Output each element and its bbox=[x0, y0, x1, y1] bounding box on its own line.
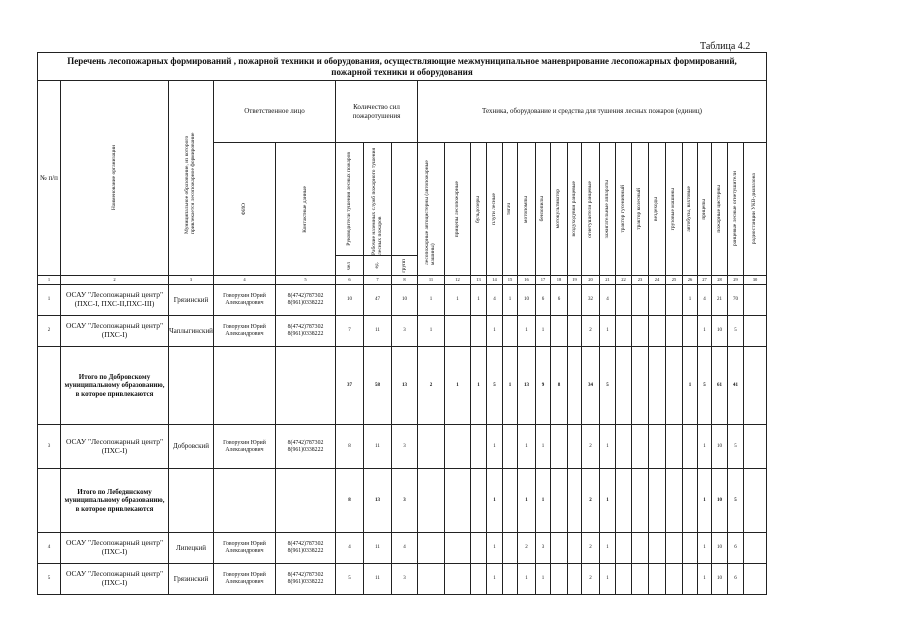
column-number: 15 bbox=[503, 276, 518, 285]
value-cell bbox=[666, 316, 683, 347]
column-number: 8 bbox=[392, 276, 418, 285]
value-cell bbox=[616, 347, 632, 425]
value-cell bbox=[551, 564, 568, 595]
header-tech-col: автобусы, вахтовые bbox=[686, 186, 693, 232]
header-forces: Количество сил пожаротушения bbox=[336, 81, 418, 143]
header-tech-col: грузовые машины bbox=[670, 187, 677, 231]
header-tech-col: пожарные цистерны bbox=[715, 185, 722, 233]
column-number: 4 bbox=[214, 276, 276, 285]
table-row bbox=[38, 316, 767, 347]
value-cell: 1 bbox=[698, 316, 712, 347]
value-cell bbox=[649, 285, 666, 316]
value-cell: 2 bbox=[582, 564, 600, 595]
table-title: Перечень лесопожарных формирований , пожарной техники и оборудования, осуществляющие межмуниципальное маневрирование лесопожарных формирований, пожарной техники и оборудования bbox=[38, 53, 767, 81]
empty-cell bbox=[169, 347, 214, 425]
empty-cell bbox=[744, 425, 767, 469]
value-cell: 5 bbox=[728, 469, 744, 533]
total-label: Итого по Добровскому муниципальному образованию, в которое привлекаются bbox=[61, 347, 169, 425]
value-cell: 6 bbox=[728, 564, 744, 595]
empty-cell bbox=[214, 347, 276, 425]
org-name: ОСАУ "Лесопожарный центр" (ПХС-I) bbox=[61, 316, 169, 347]
value-cell bbox=[568, 564, 582, 595]
table-row bbox=[38, 425, 767, 469]
value-cell bbox=[503, 469, 518, 533]
value-cell: 1 bbox=[518, 469, 536, 533]
value-cell bbox=[471, 533, 487, 564]
value-cell bbox=[551, 533, 568, 564]
column-number: 19 bbox=[568, 276, 582, 285]
value-cell: 4 bbox=[698, 285, 712, 316]
value-cell bbox=[666, 564, 683, 595]
header-tech-col: зажигательные аппараты bbox=[603, 179, 610, 239]
value-cell: 8 bbox=[551, 347, 568, 425]
value-cell: 1 bbox=[471, 285, 487, 316]
value-cell bbox=[616, 469, 632, 533]
value-cell: 10 bbox=[518, 285, 536, 316]
column-number: 27 bbox=[698, 276, 712, 285]
column-number: 13 bbox=[471, 276, 487, 285]
row-number: 5 bbox=[38, 564, 61, 595]
value-cell: 1 bbox=[536, 564, 551, 595]
value-cell bbox=[616, 533, 632, 564]
value-cell: 13 bbox=[392, 347, 418, 425]
value-cell: 1 bbox=[487, 316, 503, 347]
header-tech-col: трактор колесный bbox=[636, 188, 643, 230]
value-cell: 10 bbox=[712, 469, 728, 533]
value-cell: 1 bbox=[683, 347, 698, 425]
header-tech-col: ранцевые лесные огнетушители bbox=[731, 171, 738, 247]
value-cell bbox=[666, 469, 683, 533]
value-cell: 61 bbox=[712, 347, 728, 425]
column-number: 12 bbox=[445, 276, 471, 285]
value-cell: 13 bbox=[518, 347, 536, 425]
value-cell: 1 bbox=[600, 533, 616, 564]
value-cell bbox=[649, 425, 666, 469]
value-cell bbox=[568, 533, 582, 564]
value-cell bbox=[568, 285, 582, 316]
value-cell bbox=[632, 285, 649, 316]
org-name: ОСАУ "Лесопожарный центр" (ПХС-I) bbox=[61, 533, 169, 564]
value-cell: 10 bbox=[712, 533, 728, 564]
value-cell bbox=[666, 285, 683, 316]
unit-gr: групп bbox=[401, 258, 408, 273]
column-number: 11 bbox=[418, 276, 445, 285]
value-cell: 3 bbox=[392, 316, 418, 347]
header-tech-col: прицепы bbox=[700, 198, 707, 220]
value-cell: 1 bbox=[698, 533, 712, 564]
empty-cell bbox=[744, 285, 767, 316]
value-cell: 1 bbox=[536, 469, 551, 533]
value-cell: 3 bbox=[536, 533, 551, 564]
value-cell: 8 bbox=[336, 425, 364, 469]
header-tech-col: лесопожарные автоцистерны (автопожарные машины) bbox=[424, 160, 436, 265]
value-cell: 1 bbox=[600, 564, 616, 595]
value-cell bbox=[683, 469, 698, 533]
value-cell bbox=[445, 564, 471, 595]
value-cell: 2 bbox=[518, 533, 536, 564]
value-cell: 5 bbox=[487, 347, 503, 425]
value-cell: 1 bbox=[698, 564, 712, 595]
column-number: 23 bbox=[632, 276, 649, 285]
value-cell: 10 bbox=[336, 285, 364, 316]
empty-cell bbox=[169, 469, 214, 533]
value-cell: 6 bbox=[728, 533, 744, 564]
empty-cell bbox=[214, 469, 276, 533]
value-cell: 5 bbox=[336, 564, 364, 595]
column-number: 14 bbox=[487, 276, 503, 285]
row-number: 4 bbox=[38, 533, 61, 564]
value-cell: 70 bbox=[728, 285, 744, 316]
value-cell: 6 bbox=[551, 285, 568, 316]
value-cell bbox=[445, 469, 471, 533]
value-cell: 5 bbox=[728, 316, 744, 347]
value-cell: 34 bbox=[582, 347, 600, 425]
header-tech-col: бензопилы bbox=[539, 196, 546, 222]
header-tech-col: мотопомпы bbox=[522, 195, 529, 223]
header-tech-col: трактор гусеничный bbox=[619, 185, 626, 233]
value-cell: 1 bbox=[471, 347, 487, 425]
value-cell bbox=[666, 347, 683, 425]
value-cell: 2 bbox=[582, 533, 600, 564]
header-tech-col: вездеходы bbox=[653, 197, 660, 221]
value-cell bbox=[649, 533, 666, 564]
column-number: 24 bbox=[649, 276, 666, 285]
value-cell: 4 bbox=[392, 533, 418, 564]
column-number: 5 bbox=[276, 276, 336, 285]
value-cell bbox=[616, 425, 632, 469]
header-tech-col: огнетушители ранцевые bbox=[586, 180, 593, 238]
value-cell: 1 bbox=[518, 564, 536, 595]
value-cell bbox=[418, 533, 445, 564]
value-cell: 11 bbox=[364, 533, 392, 564]
value-cell: 1 bbox=[487, 533, 503, 564]
value-cell bbox=[471, 316, 487, 347]
value-cell: 8 bbox=[336, 469, 364, 533]
column-number: 1 bbox=[38, 276, 61, 285]
empty-cell bbox=[276, 469, 336, 533]
value-cell: 1 bbox=[487, 469, 503, 533]
total-label: Итого по Лебедянскому муниципальному образованию, в которое привлекаются bbox=[61, 469, 169, 533]
value-cell: 10 bbox=[712, 564, 728, 595]
header-tech-col: мотокультиватор bbox=[555, 189, 562, 229]
column-number: 18 bbox=[551, 276, 568, 285]
value-cell: 1 bbox=[503, 347, 518, 425]
value-cell: 1 bbox=[536, 316, 551, 347]
value-cell: 1 bbox=[445, 347, 471, 425]
column-number: 2 bbox=[61, 276, 169, 285]
empty-cell bbox=[38, 469, 61, 533]
value-cell bbox=[503, 533, 518, 564]
header-org: Наименование организации bbox=[110, 145, 117, 211]
value-cell bbox=[632, 425, 649, 469]
value-cell bbox=[632, 564, 649, 595]
value-cell: 2 bbox=[582, 469, 600, 533]
value-cell: 37 bbox=[336, 347, 364, 425]
municipality: Чаплыгинский bbox=[169, 316, 214, 347]
row-number: 1 bbox=[38, 285, 61, 316]
value-cell: 1 bbox=[518, 316, 536, 347]
header-tech-col: прицепы лесопожарные bbox=[453, 180, 460, 238]
value-cell bbox=[551, 425, 568, 469]
value-cell bbox=[683, 564, 698, 595]
header-tech-col: воздуходувки ранцевые bbox=[570, 181, 577, 237]
table-row bbox=[38, 285, 767, 316]
value-cell: 21 bbox=[712, 285, 728, 316]
value-cell: 1 bbox=[487, 564, 503, 595]
contacts: 8(4742)787302 8(961)0338222 bbox=[276, 316, 336, 347]
value-cell: 1 bbox=[600, 425, 616, 469]
column-number: 7 bbox=[364, 276, 392, 285]
header-tech-col: плуги лесные bbox=[490, 193, 497, 225]
municipality: Грязинский bbox=[169, 564, 214, 595]
value-cell bbox=[666, 425, 683, 469]
value-cell: 2 bbox=[418, 347, 445, 425]
row-number: 2 bbox=[38, 316, 61, 347]
value-cell: 1 bbox=[503, 285, 518, 316]
value-cell: 3 bbox=[392, 425, 418, 469]
value-cell bbox=[471, 425, 487, 469]
municipality: Грязинский bbox=[169, 285, 214, 316]
responsible-fio: Говорухин Юрий Александрович bbox=[214, 533, 276, 564]
value-cell: 10 bbox=[712, 425, 728, 469]
column-number: 3 bbox=[169, 276, 214, 285]
total-row bbox=[38, 469, 767, 533]
value-cell: 5 bbox=[728, 425, 744, 469]
value-cell: 1 bbox=[445, 285, 471, 316]
value-cell: 41 bbox=[728, 347, 744, 425]
value-cell bbox=[616, 564, 632, 595]
value-cell: 7 bbox=[336, 316, 364, 347]
value-cell: 1 bbox=[698, 469, 712, 533]
column-number: 20 bbox=[582, 276, 600, 285]
value-cell bbox=[503, 425, 518, 469]
value-cell: 2 bbox=[582, 425, 600, 469]
value-cell bbox=[418, 425, 445, 469]
responsible-fio: Говорухин Юрий Александрович bbox=[214, 425, 276, 469]
value-cell bbox=[632, 347, 649, 425]
column-number: 26 bbox=[683, 276, 698, 285]
header-tech-col: бульдозеры bbox=[474, 195, 481, 223]
value-cell: 32 bbox=[582, 285, 600, 316]
value-cell bbox=[471, 469, 487, 533]
data-table bbox=[37, 52, 767, 595]
header-num: № п/п bbox=[38, 81, 61, 276]
value-cell bbox=[568, 469, 582, 533]
column-number: 29 bbox=[728, 276, 744, 285]
value-cell bbox=[418, 564, 445, 595]
org-name: ОСАУ "Лесопожарный центр" (ПХС-I, ПХС-II,ПХС-III) bbox=[61, 285, 169, 316]
municipality: Липецкий bbox=[169, 533, 214, 564]
empty-cell bbox=[276, 347, 336, 425]
value-cell bbox=[632, 533, 649, 564]
value-cell: 5 bbox=[600, 347, 616, 425]
value-cell: 1 bbox=[487, 425, 503, 469]
unit-ed: ед. bbox=[374, 262, 381, 269]
value-cell: 11 bbox=[364, 316, 392, 347]
value-cell bbox=[551, 316, 568, 347]
value-cell bbox=[616, 316, 632, 347]
value-cell bbox=[649, 316, 666, 347]
value-cell: 13 bbox=[364, 469, 392, 533]
value-cell bbox=[418, 469, 445, 533]
value-cell bbox=[616, 285, 632, 316]
value-cell: 9 bbox=[536, 347, 551, 425]
empty-cell bbox=[744, 469, 767, 533]
empty-cell bbox=[744, 564, 767, 595]
value-cell: 11 bbox=[364, 425, 392, 469]
value-cell: 4 bbox=[600, 285, 616, 316]
value-cell bbox=[568, 316, 582, 347]
contacts: 8(4742)787302 8(961)0338222 bbox=[276, 425, 336, 469]
total-row bbox=[38, 347, 767, 425]
column-number: 6 bbox=[336, 276, 364, 285]
value-cell: 47 bbox=[364, 285, 392, 316]
value-cell: 10 bbox=[392, 285, 418, 316]
header-contacts: Контактные данные bbox=[302, 185, 309, 233]
value-cell: 4 bbox=[487, 285, 503, 316]
value-cell bbox=[445, 425, 471, 469]
empty-cell bbox=[744, 316, 767, 347]
value-cell: 4 bbox=[336, 533, 364, 564]
header-resp: Ответственное лицо bbox=[214, 81, 336, 143]
column-number: 25 bbox=[666, 276, 683, 285]
value-cell bbox=[683, 533, 698, 564]
column-number: 21 bbox=[600, 276, 616, 285]
header-tech-col: радиостанции УКВ-диапазона bbox=[751, 173, 758, 245]
header-leaders: Руководители тушения лесных пожаров bbox=[345, 152, 352, 246]
value-cell: 1 bbox=[600, 316, 616, 347]
org-name: ОСАУ "Лесопожарный центр" (ПХС-I) bbox=[61, 564, 169, 595]
value-cell bbox=[683, 316, 698, 347]
value-cell: 1 bbox=[683, 285, 698, 316]
value-cell: 1 bbox=[698, 425, 712, 469]
value-cell: 1 bbox=[418, 285, 445, 316]
value-cell: 1 bbox=[518, 425, 536, 469]
value-cell bbox=[471, 564, 487, 595]
value-cell bbox=[551, 469, 568, 533]
responsible-fio: Говорухин Юрий Александрович bbox=[214, 285, 276, 316]
org-name: ОСАУ "Лесопожарный центр" (ПХС-I) bbox=[61, 425, 169, 469]
value-cell bbox=[568, 425, 582, 469]
row-number: 3 bbox=[38, 425, 61, 469]
value-cell: 5 bbox=[698, 347, 712, 425]
value-cell: 1 bbox=[418, 316, 445, 347]
value-cell: 3 bbox=[392, 564, 418, 595]
value-cell bbox=[503, 564, 518, 595]
responsible-fio: Говорухин Юрий Александрович bbox=[214, 316, 276, 347]
value-cell: 1 bbox=[536, 425, 551, 469]
municipality: Добровский bbox=[169, 425, 214, 469]
header-fio: ФИО bbox=[241, 202, 248, 216]
value-cell bbox=[445, 533, 471, 564]
value-cell: 6 bbox=[536, 285, 551, 316]
value-cell bbox=[568, 347, 582, 425]
value-cell bbox=[445, 316, 471, 347]
value-cell: 10 bbox=[712, 316, 728, 347]
table-row bbox=[38, 533, 767, 564]
value-cell bbox=[503, 316, 518, 347]
value-cell bbox=[649, 564, 666, 595]
table-label: Таблица 4.2 bbox=[700, 41, 751, 52]
value-cell: 58 bbox=[364, 347, 392, 425]
empty-cell bbox=[38, 347, 61, 425]
value-cell bbox=[666, 533, 683, 564]
table-row bbox=[38, 564, 767, 595]
value-cell: 11 bbox=[364, 564, 392, 595]
value-cell bbox=[649, 347, 666, 425]
column-number: 16 bbox=[518, 276, 536, 285]
column-number: 17 bbox=[536, 276, 551, 285]
value-cell: 1 bbox=[600, 469, 616, 533]
value-cell: 2 bbox=[582, 316, 600, 347]
column-number: 28 bbox=[712, 276, 728, 285]
empty-cell bbox=[744, 347, 767, 425]
responsible-fio: Говорухин Юрий Александрович bbox=[214, 564, 276, 595]
value-cell bbox=[632, 316, 649, 347]
contacts: 8(4742)787302 8(961)0338222 bbox=[276, 564, 336, 595]
value-cell: 3 bbox=[392, 469, 418, 533]
value-cell bbox=[632, 469, 649, 533]
header-workers: Рабочие наземных служб пожарного тушения лесных пожаров bbox=[370, 147, 383, 255]
empty-cell bbox=[744, 533, 767, 564]
header-tech: Техника, оборудование и средства для тушения лесных пожаров (единиц) bbox=[418, 81, 767, 143]
unit-ch: чел bbox=[346, 261, 353, 270]
contacts: 8(4742)787302 8(961)0338222 bbox=[276, 285, 336, 316]
header-tech-col: тягач bbox=[506, 202, 513, 216]
header-mun: Муниципальное образование, из которого привлекается лесопожарное формирование bbox=[184, 132, 196, 234]
contacts: 8(4742)787302 8(961)0338222 bbox=[276, 533, 336, 564]
value-cell bbox=[649, 469, 666, 533]
value-cell bbox=[683, 425, 698, 469]
column-number: 30 bbox=[744, 276, 767, 285]
column-number: 22 bbox=[616, 276, 632, 285]
